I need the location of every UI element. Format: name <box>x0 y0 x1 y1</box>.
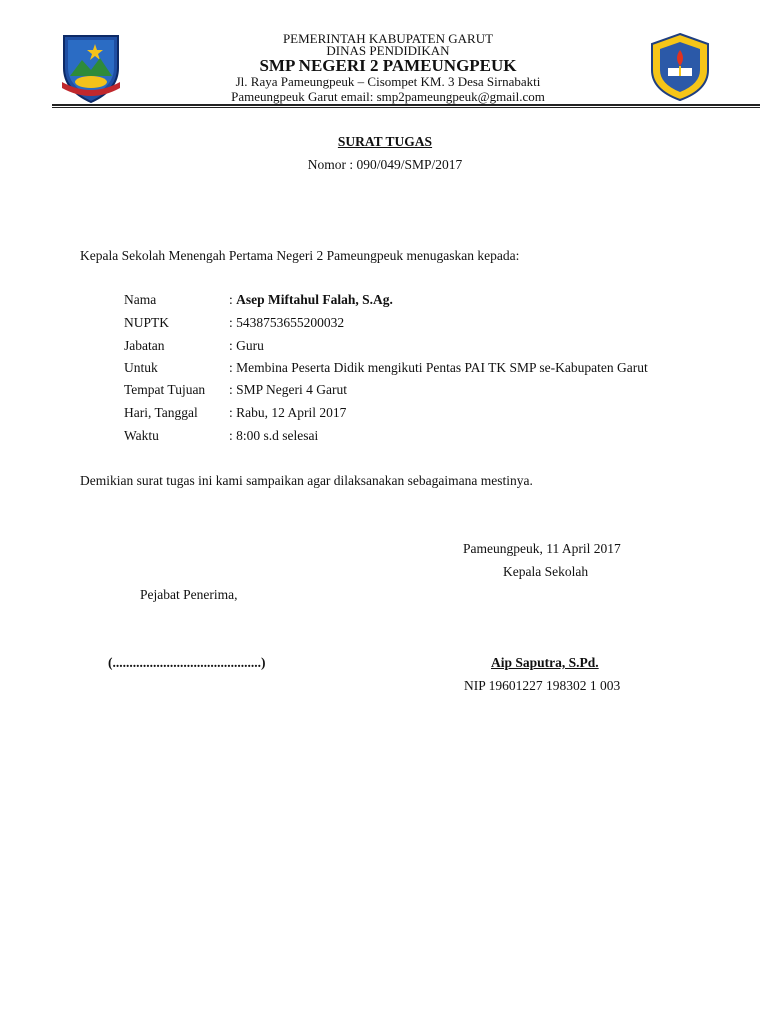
letter-number: Nomor : 090/049/SMP/2017 <box>307 157 463 172</box>
header-address: Jl. Raya Pameungpeuk – Cisompet KM. 3 Desa Sirnabakti <box>235 74 541 89</box>
detail-colon: : Membina Peserta Didik mengikuti Pentas PAI TK SMP se-Kabupaten Garut <box>229 360 648 375</box>
detail-value: SMP Negeri 4 Garut <box>236 382 348 397</box>
detail-colon: : Asep Miftahul Falah, S.Ag. <box>229 292 393 307</box>
letterhead-rule <box>52 104 760 106</box>
receiver-title: Pejabat Penerima, <box>140 587 238 602</box>
header-government-line: PEMERINTAH KABUPATEN GARUT <box>282 31 494 46</box>
detail-value: 5438753655200032 <box>236 315 345 330</box>
detail-label: Hari, Tanggal <box>124 405 198 420</box>
detail-label: Tempat Tujuan <box>124 382 206 397</box>
receiver-signature-blank: (............................................) <box>108 655 266 670</box>
detail-label: Untuk <box>124 360 158 375</box>
detail-value: Guru <box>236 338 264 353</box>
detail-label: Jabatan <box>124 338 165 353</box>
detail-colon: : 8:00 s.d selesai <box>229 428 319 443</box>
detail-label: NUPTK <box>124 315 170 330</box>
signer-position: Kepala Sekolah <box>503 564 589 579</box>
detail-value: Rabu, 12 April 2017 <box>236 405 347 420</box>
header-school-name: SMP NEGERI 2 PAMEUNGPEUK <box>259 56 517 75</box>
detail-colon: : Guru <box>229 338 264 353</box>
detail-value: Asep Miftahul Falah, S.Ag. <box>236 292 393 307</box>
signer-name: Aip Saputra, S.Pd. <box>491 655 599 670</box>
detail-label: Nama <box>124 292 157 307</box>
letter-title: SURAT TUGAS <box>337 134 433 149</box>
intro-paragraph: Kepala Sekolah Menengah Pertama Negeri 2 Pameungpeuk menugaskan kepada: <box>80 248 520 263</box>
signer-nip: NIP 19601227 198302 1 003 <box>464 678 621 693</box>
detail-colon: : Rabu, 12 April 2017 <box>229 405 347 420</box>
place-date: Pameungpeuk, 11 April 2017 <box>463 541 621 556</box>
detail-value: 8:00 s.d selesai <box>236 428 319 443</box>
detail-colon: : SMP Negeri 4 Garut <box>229 382 348 397</box>
header-contact: Pameungpeuk Garut email: smp2pameungpeuk@gmail.com <box>231 89 545 104</box>
detail-colon: : 5438753655200032 <box>229 315 345 330</box>
detail-value: Membina Peserta Didik mengikuti Pentas PAI TK SMP se-Kabupaten Garut <box>236 360 648 375</box>
header-department-line: DINAS PENDIDIKAN <box>326 43 450 58</box>
letterhead-rule-thin <box>52 107 760 108</box>
detail-label: Waktu <box>124 428 159 443</box>
closing-paragraph: Demikian surat tugas ini kami sampaikan agar dilaksanakan sebagaimana mestinya. <box>80 473 533 488</box>
